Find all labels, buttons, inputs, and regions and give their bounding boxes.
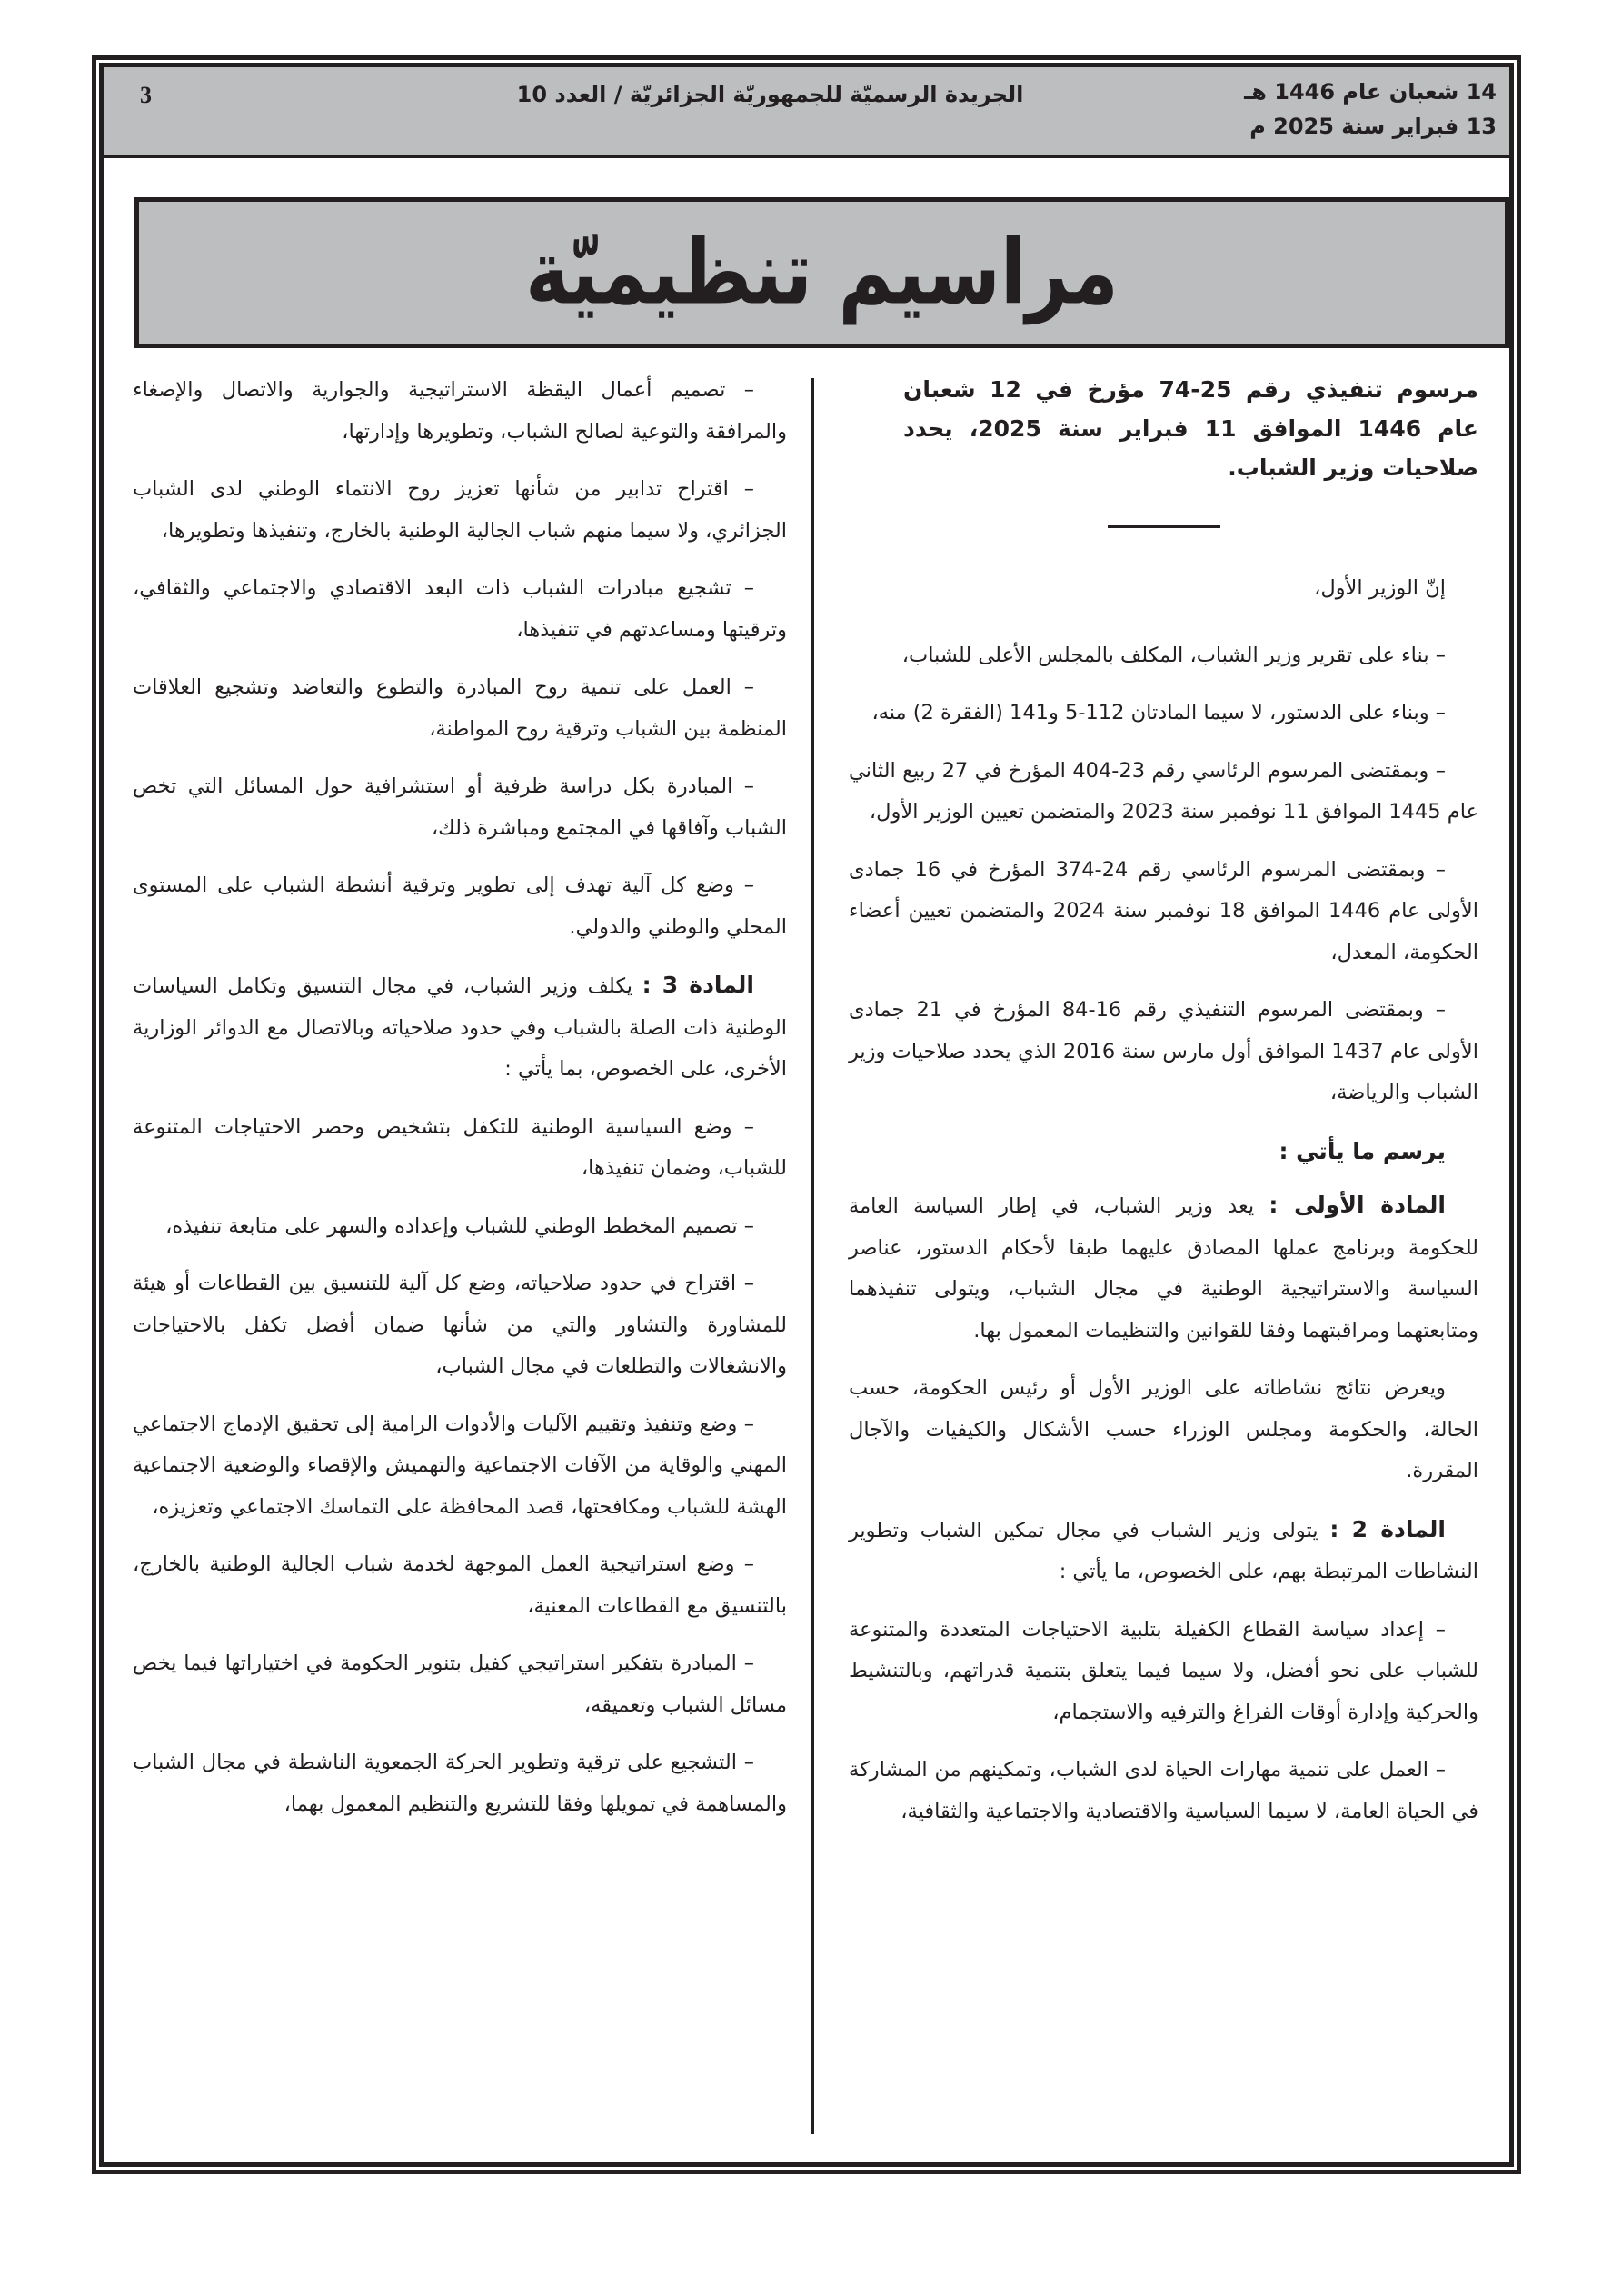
right-column <box>849 370 1478 1849</box>
title-rule <box>1108 525 1220 528</box>
date-gregorian: 13 فبراير سنة 2025 م <box>1249 114 1497 139</box>
article-3-item: – اقتراح في حدود صلاحياته، وضع كل آلية للتنسيق بين القطاعات أو هيئة للمشاورة والتشاور والتي من شأنها ضمان أفضل تكفل بالاحتياجات والانشغالات والتطلعات في مجال الشباب، <box>133 1272 787 1378</box>
column-divider <box>811 378 814 2134</box>
article-2-item: – العمل على تنمية مهارات الحياة لدى الشباب، وتمكينهم من المشاركة في الحياة العامة، لا سيما السياسية والاقتصادية والاجتماعية والثقافية، <box>849 1758 1478 1823</box>
article-1-text: يعد وزير الشباب، في إطار السياسة العامة للحكومة وبرنامج عملها المصادق عليهما طبقا لأحكام الدستور، عناصر السياسة والاستراتيجية الوطنية في مجال الشباب، ويتولى تنفيذهما ومتابعتهما ومراقبتهما وفقا للقوانين والتنظيمات المعمول بها. <box>849 1194 1478 1343</box>
article-2-item: – وضع كل آلية تهدف إلى تطوير وترقية أنشطة الشباب على المستوى المحلي والوطني والدولي. <box>133 873 787 939</box>
article-2-item: – تشجيع مبادرات الشباب ذات البعد الاقتصادي والاجتماعي والثقافي، وترقيتها ومساعدتهم في تنفيذها، <box>133 576 787 642</box>
article-3 <box>133 964 787 1091</box>
article-3-item: – المبادرة بتفكير استراتيجي كفيل بتنوير الحكومة في اختياراتها فيما يخص مسائل الشباب وتعميقه، <box>133 1652 787 1717</box>
article-2-item: – إعداد سياسة القطاع الكفيلة بتلبية الاحتياجات المتعددة والمتنوعة للشباب على نحو أفضل، ولا سيما فيما يتعلق بتنمية قدراتهم، وبالتنشيط والحركية وإدارة أوقات الفراغ والترفيه والاستجمام، <box>849 1617 1478 1724</box>
article-3-label: المادة 3 : <box>642 972 755 998</box>
preamble-item: – وبناء على الدستور، لا سيما المادتان 112-5 و141 (الفقرة 2) منه، <box>871 701 1446 724</box>
article-3-item: – تصميم المخطط الوطني للشباب وإعداده والسهر على متابعة تنفيذه، <box>165 1213 754 1238</box>
article-3-item: – وضع السياسية الوطنية للتكفل بتشخيص وحصر الاحتياجات المتنوعة للشباب، وضمان تنفيذها، <box>133 1114 787 1180</box>
decree-title: مرسوم تنفيذي رقم 25-74 مؤرخ في 12 شعبان عام 1446 الموافق 11 فبراير سنة 2025، يحدد صلاحيات وزير الشباب. <box>903 376 1478 481</box>
preamble-item: – وبمقتضى المرسوم الرئاسي رقم 24-374 المؤرخ في 16 جمادى الأولى عام 1446 الموافق 18 نوفمبر سنة 2024 والمتضمن تعيين أعضاء الحكومة، المعدل، <box>849 857 1478 964</box>
page-number: 3 <box>140 82 152 108</box>
article-2-text: يتولى وزير الشباب في مجال تمكين الشباب وتطوير النشاطات المرتبطة بهم، على الخصوص، ما يأتي : <box>849 1518 1478 1583</box>
gazette-title: الجريدة الرسميّة للجمهوريّة الجزائريّة / العدد 10 <box>516 82 1024 107</box>
preamble-item: – وبمقتضى المرسوم التنفيذي رقم 16-84 المؤرخ في 21 جمادى الأولى عام 1437 الموافق أول مارس سنة 2016 الذي يحدد صلاحيات وزير الشباب والرياضة، <box>849 998 1478 1104</box>
article-2-item: – العمل على تنمية روح المبادرة والتطوع والتعاضد وتشجيع العلاقات المنظمة بين الشباب وترقية روح المواطنة، <box>133 675 787 741</box>
preamble-opening: إنّ الوزير الأول، <box>1314 576 1446 600</box>
article-3-text: يكلف وزير الشباب، في مجال التنسيق وتكامل السياسات الوطنية ذات الصلة بالشباب وفي حدود صلاحياته وبالاتصال مع الدوائر الوزارية الأخرى، على الخصوص، بما يأتي : <box>133 974 787 1081</box>
article-2-item: – المبادرة بكل دراسة ظرفية أو استشرافية حول المسائل التي تخص الشباب وآفاقها في المجتمع ومباشرة ذلك، <box>133 774 787 840</box>
article-1-paragraph-2: ويعرض نتائج نشاطاته على الوزير الأول أو رئيس الحكومة، حسب الحالة، والحكومة ومجلس الوزراء حسب الأشكال والكيفيات والآجال المقررة. <box>849 1376 1478 1482</box>
page-inner-frame <box>99 63 1514 2167</box>
left-column <box>133 370 787 1842</box>
article-3-item: – وضع استراتيجية العمل الموجهة لخدمة شباب الجالية الوطنية بالخارج، بالتنسيق مع القطاعات المعنية، <box>133 1552 787 1618</box>
section-title: مراسيم تنظيميّة <box>525 221 1119 324</box>
section-title-box <box>134 197 1509 348</box>
article-2 <box>849 1509 1478 1593</box>
article-2-item: – تصميم أعمال اليقظة الاستراتيجية والجوارية والاتصال والإصغاء والمرافقة والتوعية لصالح الشباب، وتطويرها وإدارتها، <box>133 378 787 444</box>
issue-dates <box>1244 75 1497 144</box>
preamble-item: – بناء على تقرير وزير الشباب، المكلف بالمجلس الأعلى للشباب، <box>901 643 1446 667</box>
article-1 <box>849 1184 1478 1352</box>
preamble-item: – وبمقتضى المرسوم الرئاسي رقم 23-404 المؤرخ في 27 ربيع الثاني عام 1445 الموافق 11 نوفمبر سنة 2023 والمتضمن تعيين الوزير الأول، <box>849 758 1478 824</box>
article-2-item: – اقتراح تدابير من شأنها تعزيز روح الانتماء الوطني لدى الشباب الجزائري، ولا سيما منهم شباب الجالية الوطنية بالخارج، وتنفيذها وتطويرها، <box>133 477 787 543</box>
article-3-item: – التشجيع على ترقية وتطوير الحركة الجمعوية الناشطة في مجال الشباب والمساهمة في تمويلها وفقا للتشريع والتنظيم المعمول بهما، <box>133 1751 787 1816</box>
page-frame <box>92 55 1521 2174</box>
article-1-label: المادة الأولى : <box>1269 1192 1446 1218</box>
date-hijri: 14 شعبان عام 1446 هـ <box>1244 79 1497 105</box>
article-2-label: المادة 2 : <box>1329 1515 1446 1542</box>
decrees-heading: يرسم ما يأتي : <box>1279 1137 1446 1164</box>
running-header <box>104 67 1509 158</box>
article-3-item: – وضع وتنفيذ وتقييم الآليات والأدوات الرامية إلى تحقيق الإدماج الاجتماعي المهني والوقاية من الآفات الاجتماعية والتهميش والإقصاء والوضعية الاجتماعية الهشة للشباب ومكافحتها، قصد المحافظة على التماسك الاجتماعي وتعزيزه، <box>133 1412 787 1519</box>
